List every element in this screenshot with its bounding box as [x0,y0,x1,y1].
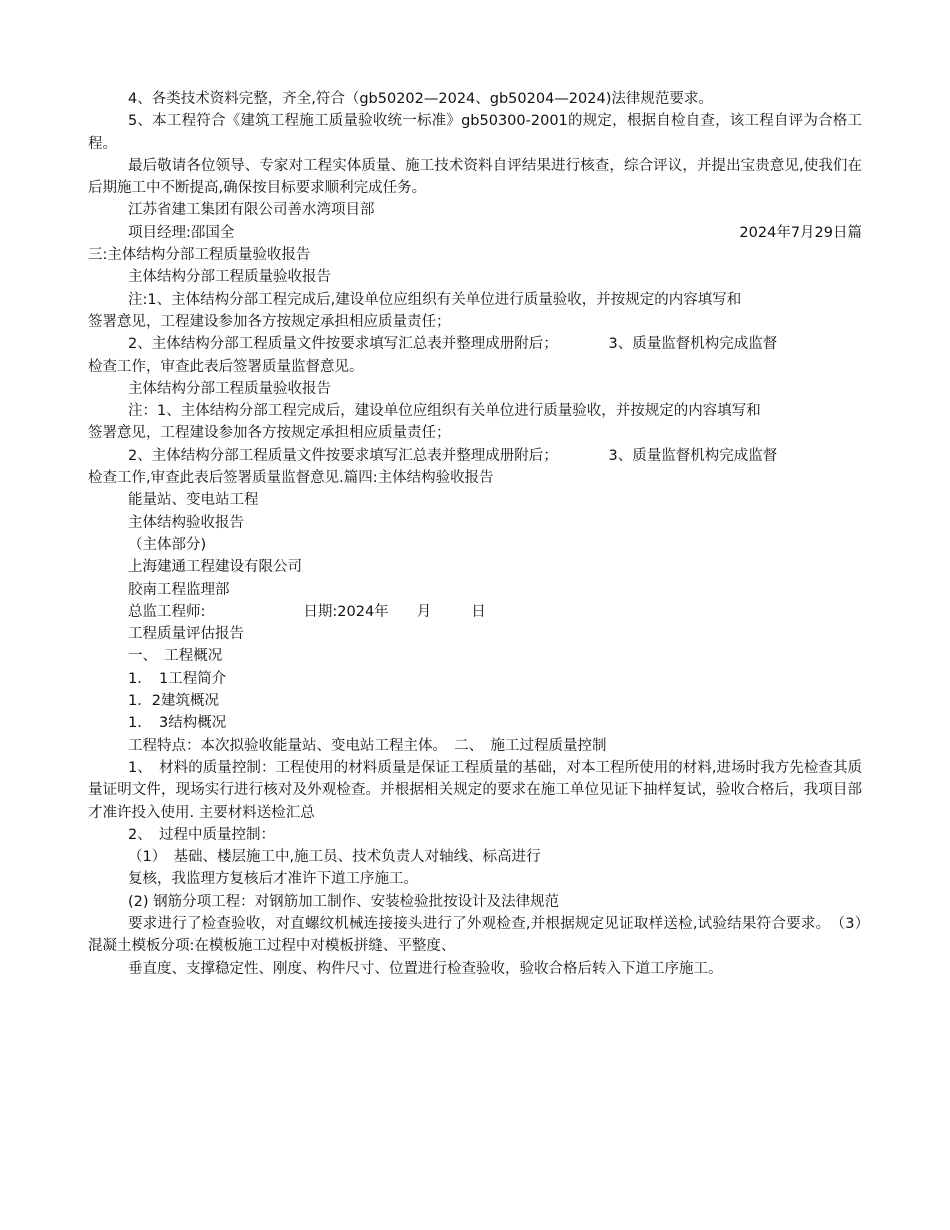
note-line: 2、主体结构分部工程质量文件按要求填写汇总表并整理成册附后； 3、质量监督机构完成监督 [128,336,778,353]
evaluation-title: 工程质量评估报告 [128,626,244,643]
subsection-heading: 1． 1工程简介 [128,670,227,687]
report-title: 主体结构验收报告 [128,514,244,531]
subsection-heading: 1．2建筑概况 [128,693,219,710]
date-label: 日期:2024年 [303,603,389,620]
report-title: 主体结构分部工程质量验收报告 [128,380,331,397]
features-line: 工程特点：本次拟验收能量站、变电站工程主体。 二、 施工过程质量控制 [128,737,607,754]
builder-company: 上海建通工程建设有限公司 [128,559,302,576]
note-line: 注：1、主体结构分部工程完成后，建设单位应组织有关单位进行质量验收，并按规定的内容填写和 [128,403,761,420]
supervision-dept: 胶南工程监理部 [128,581,230,598]
paragraph-materials: 1、 材料的质量控制：工程使用的材料质量是保证工程质量的基础，对本工程所使用的材料,进场时我方先检查其质量证明文件，现场实行进行核对及外观检查。并根据相关规定的要求在施工单位见证下抽样复试，验收合格后，我项目部才准许投入使用. 主要材料送检汇总 [88,759,862,821]
signature-row [88,601,862,623]
list-item: (2) 钢筋分项工程：对钢筋加工制作、安装检验批按设计及法律规范 [128,893,560,910]
section-heading-3: 三:主体结构分部工程质量验收报告 [88,247,311,264]
list-item: （1） 基础、楼层施工中,施工员、技术负责人对轴线、标高进行 [128,849,541,866]
document-page [88,88,877,980]
subsection-heading: 1． 3结构概况 [128,715,227,732]
chief-engineer-label: 总监工程师: [128,603,206,620]
paragraph-tech-docs: 4、各类技术资料完整，齐全,符合（gb50202—2024、gb50204—2024)法律规范要求。 [128,91,713,107]
project-name: 能量站、变电站工程 [128,492,259,509]
list-item-continued: 复核，我监理方复核后才准许下道工序施工。 [128,871,418,888]
manager-date-row [88,222,862,244]
note-line: 检查工作，审查此表后签署质量监督意见。 [88,358,364,375]
report-scope: （主体部分) [128,536,207,553]
note-line: 签署意见，工程建设参加各方按规定承担相应质量责任； [88,313,451,330]
project-manager: 项目经理:邵国全 [128,224,235,241]
subsection-heading: 2、 过程中质量控制： [128,826,275,843]
company-name: 江苏省建工集团有限公司善水湾项目部 [128,202,375,219]
month-label: 月 [416,603,432,620]
note-line: 检查工作,审查此表后签署质量监督意见.篇四:主体结构验收报告 [88,470,494,487]
paragraph-closing: 最后敬请各位领导、专家对工程实体质量、施工技术资料自评结果进行核查，综合评议，并提出宝贵意见,使我们在后期施工中不断提高,确保按目标要求顺利完成任务。 [88,157,862,197]
note-line: 注:1、主体结构分部工程完成后,建设单位应组织有关单位进行质量验收，并按规定的内容填写和 [128,291,742,308]
report-date: 2024年7月29日篇 [739,224,862,241]
report-title: 主体结构分部工程质量验收报告 [128,269,331,286]
list-item-continued: 要求进行了检查验收，对直螺纹机械连接接头进行了外观检查,并根据规定见证取样送检,试验结果符合要求。 （3） 混凝土模板分项:在模板施工过程中对模板拼缝、平整度、 [88,915,877,955]
list-item-continued: 垂直度、支撑稳定性、刚度、构件尺寸、位置进行检查验收，验收合格后转入下道工序施工。 [128,960,723,977]
paragraph-standard-compliance: 5、本工程符合《建筑工程施工质量验收统一标准》gb50300-2001的规定，根据自检自查，该工程自评为合格工程。 [88,113,862,152]
note-line: 2、主体结构分部工程质量文件按要求填写汇总表并整理成册附后； 3、质量监督机构完成监督 [128,447,778,464]
section-heading: 一、 工程概况 [128,648,223,665]
note-line: 签署意见，工程建设参加各方按规定承担相应质量责任； [88,425,451,442]
day-label: 日 [471,603,486,620]
